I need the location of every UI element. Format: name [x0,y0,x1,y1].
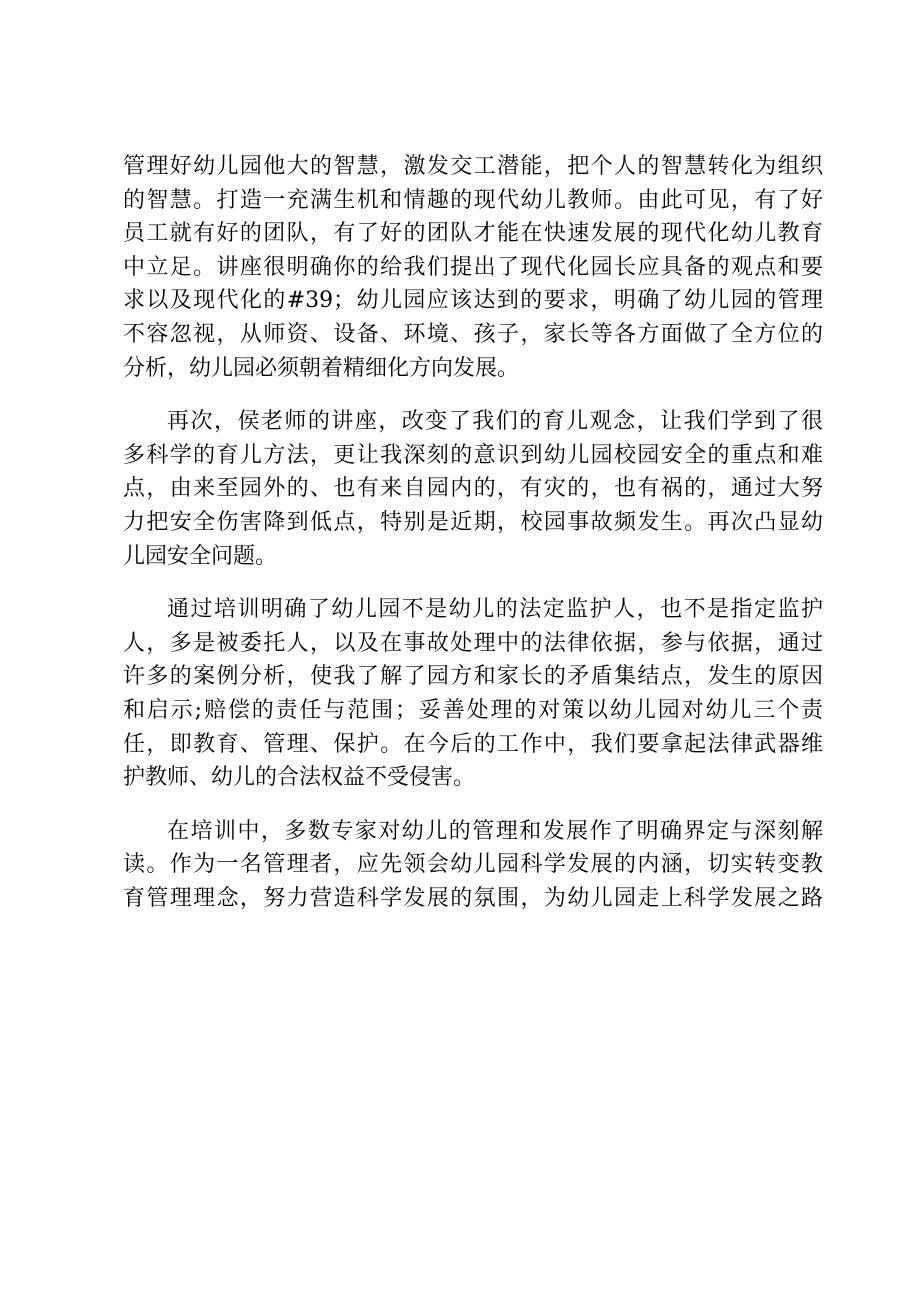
text-line: 力把安全伤害降到低点，特别是近期，校园事故频发生。再次凸显幼 [123,509,823,535]
text-line: 分析，幼儿园必须朝着精细化方向发展。 [123,355,520,381]
text-line: 儿园安全问题。 [123,543,278,569]
text-line: 许多的案例分析，使我了解了园方和家长的矛盾集结点，发生的原因 [123,664,823,690]
text-line: 中立足。讲座很明确你的给我们提出了现代化园长应具备的观点和要 [123,254,823,280]
text-line: 管理好幼儿园他大的智慧，激发交工潜能，把个人的智慧转化为组织 [123,154,823,179]
text-line: 的智慧。打造一充满生机和情趣的现代幼儿教师。由此可见，有了好 [123,187,823,213]
text-line: 通过培训明确了幼儿园不是幼儿的法定监护人，也不是指定监护 [167,597,823,623]
text-line: 人，多是被委托人，以及在事故处理中的法律依据，参与依据，通过 [123,630,823,656]
text-line: 求以及现代化的#39；幼儿园应该达到的要求，明确了幼儿园的管理 [123,288,823,314]
text-line: 员工就有好的团队，有了好的团队才能在快速发展的现代化幼儿教育 [123,221,823,247]
text-line: 点，由来至园外的、也有来自园内的，有灾的，也有祸的，通过大努 [123,476,823,502]
text-line: 多科学的育儿方法，更让我深刻的意识到幼儿园校园安全的重点和难 [123,442,823,468]
text-line: 不容忽视，从师资、设备、环境、孩子，家长等各方面做了全方位的 [123,321,823,347]
document-body [123,150,823,935]
text-line: 再次，侯老师的讲座，改变了我们的育儿观念，让我们学到了很 [167,409,823,435]
text-line: 读。作为一名管理者，应先领会幼儿园科学发展的内涵，切实转变教 [123,852,823,878]
text-line: 育管理理念，努力营造科学发展的氛围，为幼儿园走上科学发展之路 [123,885,823,911]
text-line: 在培训中，多数专家对幼儿的管理和发展作了明确界定与深刻解 [167,818,823,844]
text-line: 护教师、幼儿的合法权益不受侵害。 [123,765,476,791]
paragraph-1 [123,150,823,385]
paragraph-2 [123,405,823,573]
paragraph-4 [123,815,823,916]
text-line: 和启示;赔偿的责任与范围；妥善处理的对策以幼儿园对幼儿三个责 [123,697,823,723]
paragraph-3 [123,593,823,795]
text-line: 任，即教育、管理、保护。在今后的工作中，我们要拿起法律武器维 [123,731,823,757]
